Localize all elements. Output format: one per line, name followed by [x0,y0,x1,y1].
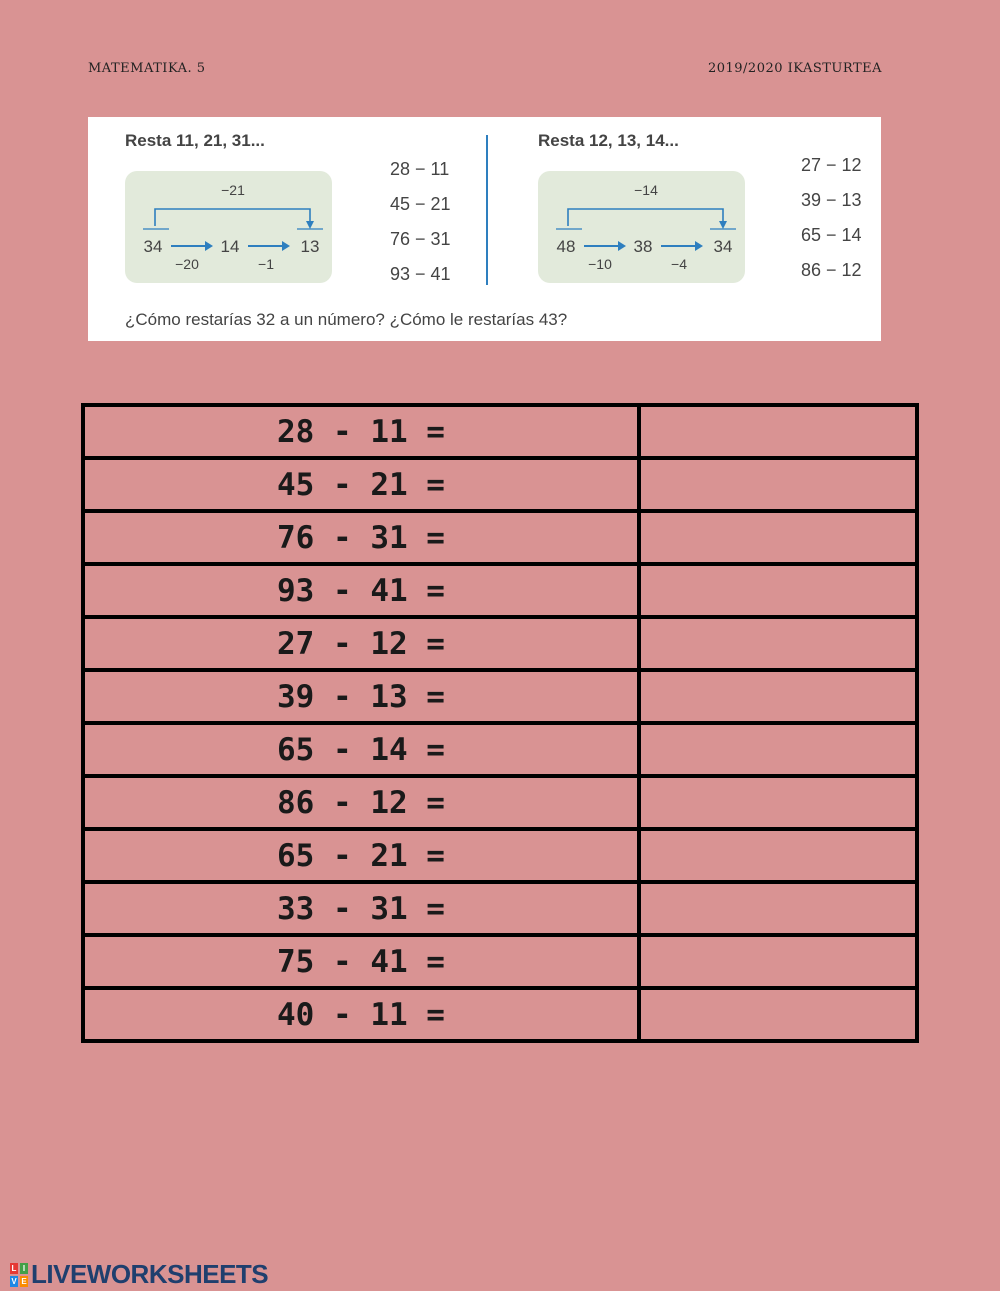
left-example-title: Resta 11, 21, 31... [125,131,265,150]
left-step-1-label: −20 [175,256,199,272]
right-bracket-line [568,209,723,226]
logo-badge-letter: V [11,1276,17,1286]
left-exercise-list [390,152,451,292]
answer-field[interactable] [639,564,917,617]
table-row [83,723,917,776]
left-exercise-4: 93 − 41 [390,264,451,284]
logo-text: LIVEWORKSHEETS [31,1259,269,1289]
right-start-number: 48 [556,237,576,256]
right-end-number: 34 [713,237,733,256]
answer-field[interactable] [639,458,917,511]
left-exercise-2: 45 − 21 [390,194,451,214]
table-row [83,882,917,935]
left-bracket-line [155,209,310,226]
example-card [88,117,881,341]
expression-cell: 28 - 11 = [83,405,639,458]
expression-cell: 75 - 41 = [83,935,639,988]
answer-field[interactable] [639,723,917,776]
logo-badge-letter: L [11,1263,17,1273]
right-exercise-3: 65 − 14 [801,225,862,245]
example-separator [486,135,488,285]
liveworksheets-logo[interactable] [10,1259,268,1290]
expression-cell: 65 - 21 = [83,829,639,882]
school-year-header: 2019/2020 IKASTURTEA [707,61,882,76]
expression-cell: 86 - 12 = [83,776,639,829]
right-exercise-list [801,148,862,288]
answer-table [81,403,919,1043]
right-arrow-2-head [695,241,703,251]
expression-cell: 65 - 14 = [83,723,639,776]
expression-cell: 27 - 12 = [83,617,639,670]
table-row [83,776,917,829]
right-exercise-4: 86 − 12 [801,260,862,280]
question-text: ¿Cómo restarías 32 a un número? ¿Cómo le restarías 43? [125,310,568,329]
left-arrow-1-head [205,241,213,251]
answer-field[interactable] [639,882,917,935]
subject-header: MATEMATIKA. 5 [88,61,206,76]
expression-cell: 45 - 21 = [83,458,639,511]
left-exercise-3: 76 − 31 [390,229,451,249]
table-row [83,935,917,988]
table-row [83,988,917,1041]
left-end-number: 13 [300,237,320,256]
answer-field[interactable] [639,617,917,670]
table-row [83,564,917,617]
right-example-title: Resta 12, 13, 14... [538,131,679,150]
left-bracket-arrowhead [306,221,314,229]
left-mid-number: 14 [220,237,240,256]
left-arrow-2-head [282,241,290,251]
expression-cell: 93 - 41 = [83,564,639,617]
answer-field[interactable] [639,405,917,458]
logo-badge-icon [10,1263,28,1287]
answer-field[interactable] [639,670,917,723]
logo-badge-letter: E [21,1276,27,1286]
left-exercise-1: 28 − 11 [390,159,450,179]
right-subtraction-diagram [538,171,745,283]
right-step-1-label: −10 [588,256,612,272]
left-start-number: 34 [143,237,163,256]
expression-cell: 76 - 31 = [83,511,639,564]
right-arrow-1-head [618,241,626,251]
answer-field[interactable] [639,935,917,988]
right-step-2-label: −4 [671,256,687,272]
table-row [83,670,917,723]
table-row [83,458,917,511]
expression-cell: 33 - 31 = [83,882,639,935]
left-step-2-label: −1 [258,256,274,272]
right-total-step: −14 [634,182,658,198]
expression-cell: 40 - 11 = [83,988,639,1041]
answer-field[interactable] [639,511,917,564]
right-mid-number: 38 [633,237,653,256]
right-exercise-2: 39 − 13 [801,190,862,210]
right-bracket-arrowhead [719,221,727,229]
answer-field[interactable] [639,776,917,829]
table-row [83,617,917,670]
logo-badge-letter: I [20,1263,28,1274]
table-row [83,405,917,458]
right-exercise-1: 27 − 12 [801,155,862,175]
left-total-step: −21 [221,182,245,198]
table-row [83,511,917,564]
left-subtraction-diagram [125,171,332,283]
expression-cell: 39 - 13 = [83,670,639,723]
table-row [83,829,917,882]
answer-field[interactable] [639,829,917,882]
answer-field[interactable] [639,988,917,1041]
